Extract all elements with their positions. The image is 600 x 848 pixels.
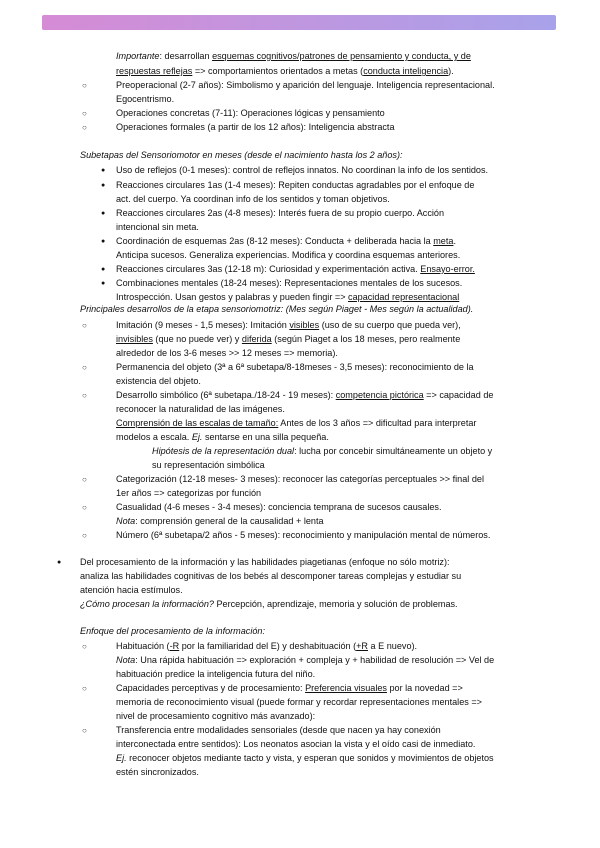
- stage-preoperacional-cont: Egocentrismo.: [116, 94, 175, 104]
- permanencia-objeto-cont: existencia del objeto.: [116, 376, 201, 386]
- header-banner: [42, 15, 556, 30]
- stage-operaciones-concretas: Operaciones concretas (7-11): Operaciones lógicas y pensamiento: [116, 108, 385, 118]
- desarrollo-simbolico: Desarrollo simbólico (6ª subetapa./18-24 - 19 meses): competencia pictórica => capacidad de: [116, 390, 494, 400]
- bullet-open-icon: ○: [82, 642, 87, 651]
- desarrollo-simbolico-cont: reconocer la naturalidad de las imágenes.: [116, 404, 285, 414]
- transferencia-modalidades: Transferencia entre modalidades sensoriales (desde que nacen ya hay conexión: [116, 725, 441, 735]
- transferencia-modalidades-cont: interconectada entre sentidos): Los neonatos asocian la vista y el oído casi de inmediato.: [116, 739, 476, 749]
- imitacion-line-1: Imitación (9 meses - 1,5 meses): Imitación visibles (uso de su cuerpo que pueda ver),: [116, 320, 461, 330]
- habituacion-nota-cont: habituación predice la inteligencia futura del niño.: [116, 669, 316, 679]
- imitacion-line-2: invisibles (que no puede ver) y diferida (según Piaget a los 18 meses, pero realmente: [116, 334, 461, 344]
- capacidades-perceptivas: Capacidades perceptivas y de procesamiento: Preferencia visuales por la novedad =>: [116, 683, 463, 693]
- bullet-filled-icon: ●: [101, 238, 106, 245]
- hipotesis-dual-cont: su representación simbólica: [152, 460, 265, 470]
- hipotesis-dual: Hipótesis de la representación dual: lucha por concebir simultáneamente un objeto y: [152, 446, 493, 456]
- procesamiento-pregunta: ¿Cómo procesan la información? Percepción, aprendizaje, memoria y solución de problemas.: [80, 599, 458, 609]
- bullet-open-icon: ○: [82, 321, 87, 330]
- importante-line-1: Importante: desarrollan esquemas cognitivos/patrones de pensamiento y conducta, y de: [116, 51, 471, 61]
- bullet-open-icon: ○: [82, 81, 87, 90]
- categorizacion-cont: 1er años => categorizas por función: [116, 488, 262, 498]
- transferencia-ejemplo: Ej. reconocer objetos mediante tacto y vista, y esperan que sonidos y movimientos de objetos: [116, 753, 494, 763]
- bullet-open-icon: ○: [82, 363, 87, 372]
- desarrollos-heading: Principales desarrollos de la etapa sensoriomotriz: (Mes según Piaget - Mes según la actualidad).: [80, 304, 474, 314]
- transferencia-ejemplo-cont: estén sincronizados.: [116, 767, 199, 777]
- bullet-filled-icon: ●: [101, 210, 106, 217]
- subetapas-heading: Subetapas del Sensoriomotor en meses (desde el nacimiento hasta los 2 años):: [80, 150, 403, 160]
- stage-operaciones-formales: Operaciones formales (a partir de los 12 años): Inteligencia abstracta: [116, 122, 395, 132]
- bullet-open-icon: ○: [82, 123, 87, 132]
- subetapa-combinaciones: Combinaciones mentales (18-24 meses): Representaciones mentales de los sucesos.: [116, 278, 463, 288]
- subetapa-reflejos: Uso de reflejos (0-1 meses): control de reflejos innatos. No coordinan la info de los sentidos.: [116, 165, 489, 175]
- bullet-filled-icon: ●: [57, 559, 62, 566]
- subetapa-reacciones-1as-cont: act. del cuerpo. Ya coordinan info de los sentidos y toman objetivos.: [116, 194, 390, 204]
- capacidades-perceptivas-cont-2: nivel de procesamiento cognitivo más avanzado):: [116, 711, 316, 721]
- bullet-filled-icon: ●: [101, 280, 106, 287]
- habituacion-nota: Nota: Una rápida habituación => exploración + compleja y + habilidad de resolución => Vel de: [116, 655, 495, 665]
- bullet-filled-icon: ●: [101, 182, 106, 189]
- casualidad-nota: Nota: comprensión general de la causalidad + lenta: [116, 516, 324, 526]
- subetapa-reacciones-1as: Reacciones circulares 1as (1-4 meses): Repiten conductas agradables por el enfoque de: [116, 180, 475, 190]
- bullet-filled-icon: ●: [101, 266, 106, 273]
- bullet-open-icon: ○: [82, 531, 87, 540]
- subetapa-reacciones-3as: Reacciones circulares 3as (12-18 m): Curiosidad y experimentación activa. Ensayo-error.: [116, 264, 475, 274]
- subetapa-reacciones-2as-cont: intencional sin meta.: [116, 222, 199, 232]
- bullet-open-icon: ○: [82, 503, 87, 512]
- casualidad: Casualidad (4-6 meses - 3-4 meses): conciencia temprana de sucesos causales.: [116, 502, 442, 512]
- subetapa-coordinacion: Coordinación de esquemas 2as (8-12 meses): Conducta + deliberada hacia la meta.: [116, 236, 456, 246]
- bullet-open-icon: ○: [82, 475, 87, 484]
- permanencia-objeto: Permanencia del objeto (3ª a 6ª subetapa/8-18meses - 3,5 meses): reconocimiento de la: [116, 362, 474, 372]
- procesamiento-intro-1: Del procesamiento de la información y las habilidades piagetianas (enfoque no sólo motriz):: [80, 557, 450, 567]
- importante-line-2: respuestas reflejas => comportamientos orientados a metas (conducta inteligencia).: [116, 66, 454, 76]
- procesamiento-intro-3: atención hacia estímulos.: [80, 585, 183, 595]
- subetapa-coordinacion-cont: Anticipa sucesos. Generaliza experiencias. Modifica y coordina esquemas anteriores.: [116, 250, 461, 260]
- capacidades-perceptivas-cont-1: memoria de reconocimiento visual (puede formar y recordar representaciones mentales =>: [116, 697, 482, 707]
- imitacion-line-3: alrededor de los 3-6 meses >> 12 meses => memoria).: [116, 348, 338, 358]
- stage-preoperacional: Preoperacional (2-7 años): Simbolismo y aparición del lenguaje. Inteligencia representacional.: [116, 80, 495, 90]
- bullet-filled-icon: ●: [101, 167, 106, 174]
- bullet-open-icon: ○: [82, 109, 87, 118]
- bullet-open-icon: ○: [82, 726, 87, 735]
- numero: Número (6ª subetapa/2 años - 5 meses): reconocimiento y manipulación mental de números.: [116, 530, 491, 540]
- escalas-tamano: Comprensión de las escalas de tamaño: Antes de los 3 años => dificultad para interpretar: [116, 418, 477, 428]
- enfoque-heading: Enfoque del procesamiento de la información:: [80, 626, 266, 636]
- bullet-open-icon: ○: [82, 684, 87, 693]
- escalas-tamano-cont: modelos a escala. Ej. sentarse en una silla pequeña.: [116, 432, 329, 442]
- bullet-open-icon: ○: [82, 391, 87, 400]
- subetapa-reacciones-2as: Reacciones circulares 2as (4-8 meses): Interés fuera de su propio cuerpo. Acción: [116, 208, 445, 218]
- categorizacion: Categorización (12-18 meses- 3 meses): reconocer las categorías perceptuales >> final del: [116, 474, 484, 484]
- procesamiento-intro-2: analiza las habilidades cognitivas de los bebés al descomponer tareas complejas y estudiar su: [80, 571, 462, 581]
- habituacion: Habituación (-R por la familiaridad del E) y deshabituación (+R a E nuevo).: [116, 641, 418, 651]
- subetapa-combinaciones-cont: Introspección. Usan gestos y palabras y pueden fingir => capacidad representacional: [116, 292, 460, 302]
